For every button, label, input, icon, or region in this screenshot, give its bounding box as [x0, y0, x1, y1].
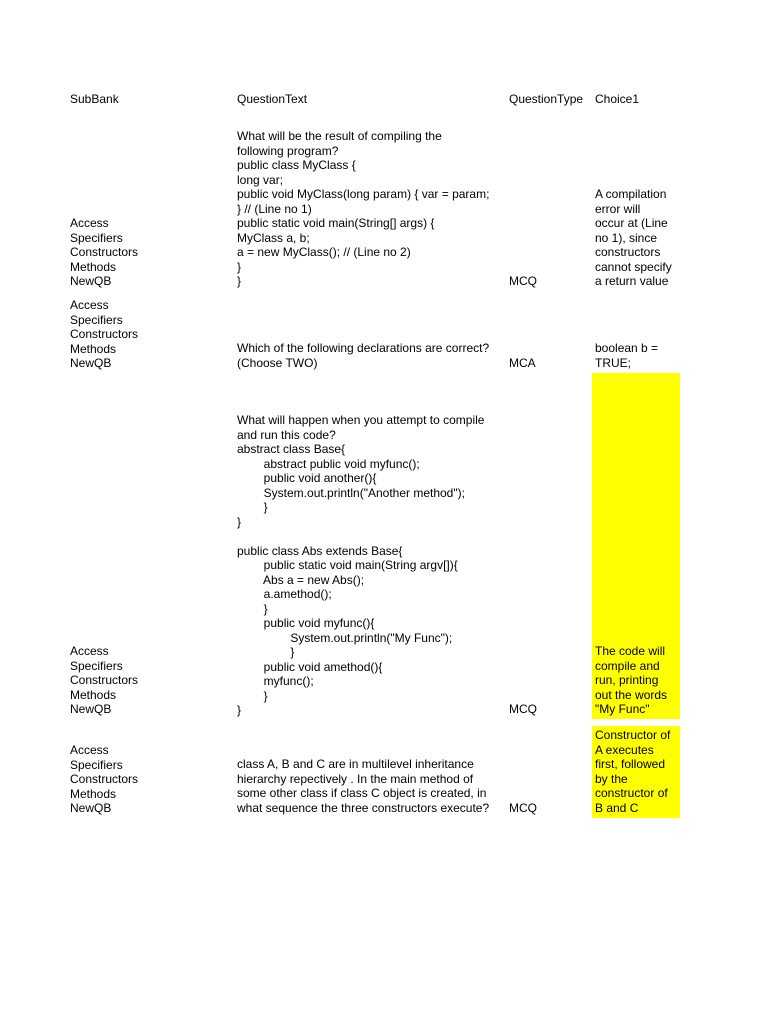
row4-subbank: Access Specifiers Constructors Methods NewQB [70, 743, 139, 815]
header-question-type: QuestionType [509, 92, 584, 106]
row3-question-text: What will happen when you attempt to compile and run this code? abstract class Base{ abstract public void myfunc(); public void another(){ System.out.println("Another method"); } } public class Abs extends Base{ public static void main(String argv[]){ Abs a = new Abs(); a.amethod(); } public void myfunc(){ System.out.println("My Func"); } public void amethod(){ myfunc(); } } [237, 413, 485, 717]
row1-choice1: A compilation error will occur at (Line no 1), since constructors cannot specify a return value [595, 187, 672, 288]
row2-question-text: Which of the following declarations are correct? (Choose TWO) [237, 341, 490, 370]
row4-question-type: MCQ [509, 801, 537, 815]
header-question-text: QuestionText [237, 92, 308, 106]
header-choice1: Choice1 [595, 92, 640, 106]
row3-subbank: Access Specifiers Constructors Methods NewQB [70, 644, 139, 716]
row2-choice1: boolean b = TRUE; [595, 341, 659, 370]
row4-question-text: class A, B and C are in multilevel inheritance hierarchy repectively . In the main method of some other class if class C object is created, in what sequence the three constructors execute? [237, 757, 490, 815]
header-subbank: SubBank [70, 92, 119, 106]
row1-question-type: MCQ [509, 274, 537, 288]
row1-question-text: What will be the result of compiling the following program? public class MyClass { long var; public void MyClass(long param) { var = param; } // (Line no 1) public static void main(String[] args) { MyClass a, b; a = new MyClass(); // (Line no 2) } } [237, 129, 490, 288]
row1-subbank: Access Specifiers Constructors Methods NewQB [70, 216, 139, 288]
row4-choice1: Constructor of A executes first, followed by the constructor of B and C [595, 728, 671, 815]
row3-question-type: MCQ [509, 702, 537, 716]
row2-subbank: Access Specifiers Constructors Methods NewQB [70, 298, 139, 370]
row3-choice1: The code will compile and run, printing out the words "My Func" [595, 644, 668, 716]
row2-question-type: MCA [509, 356, 536, 370]
